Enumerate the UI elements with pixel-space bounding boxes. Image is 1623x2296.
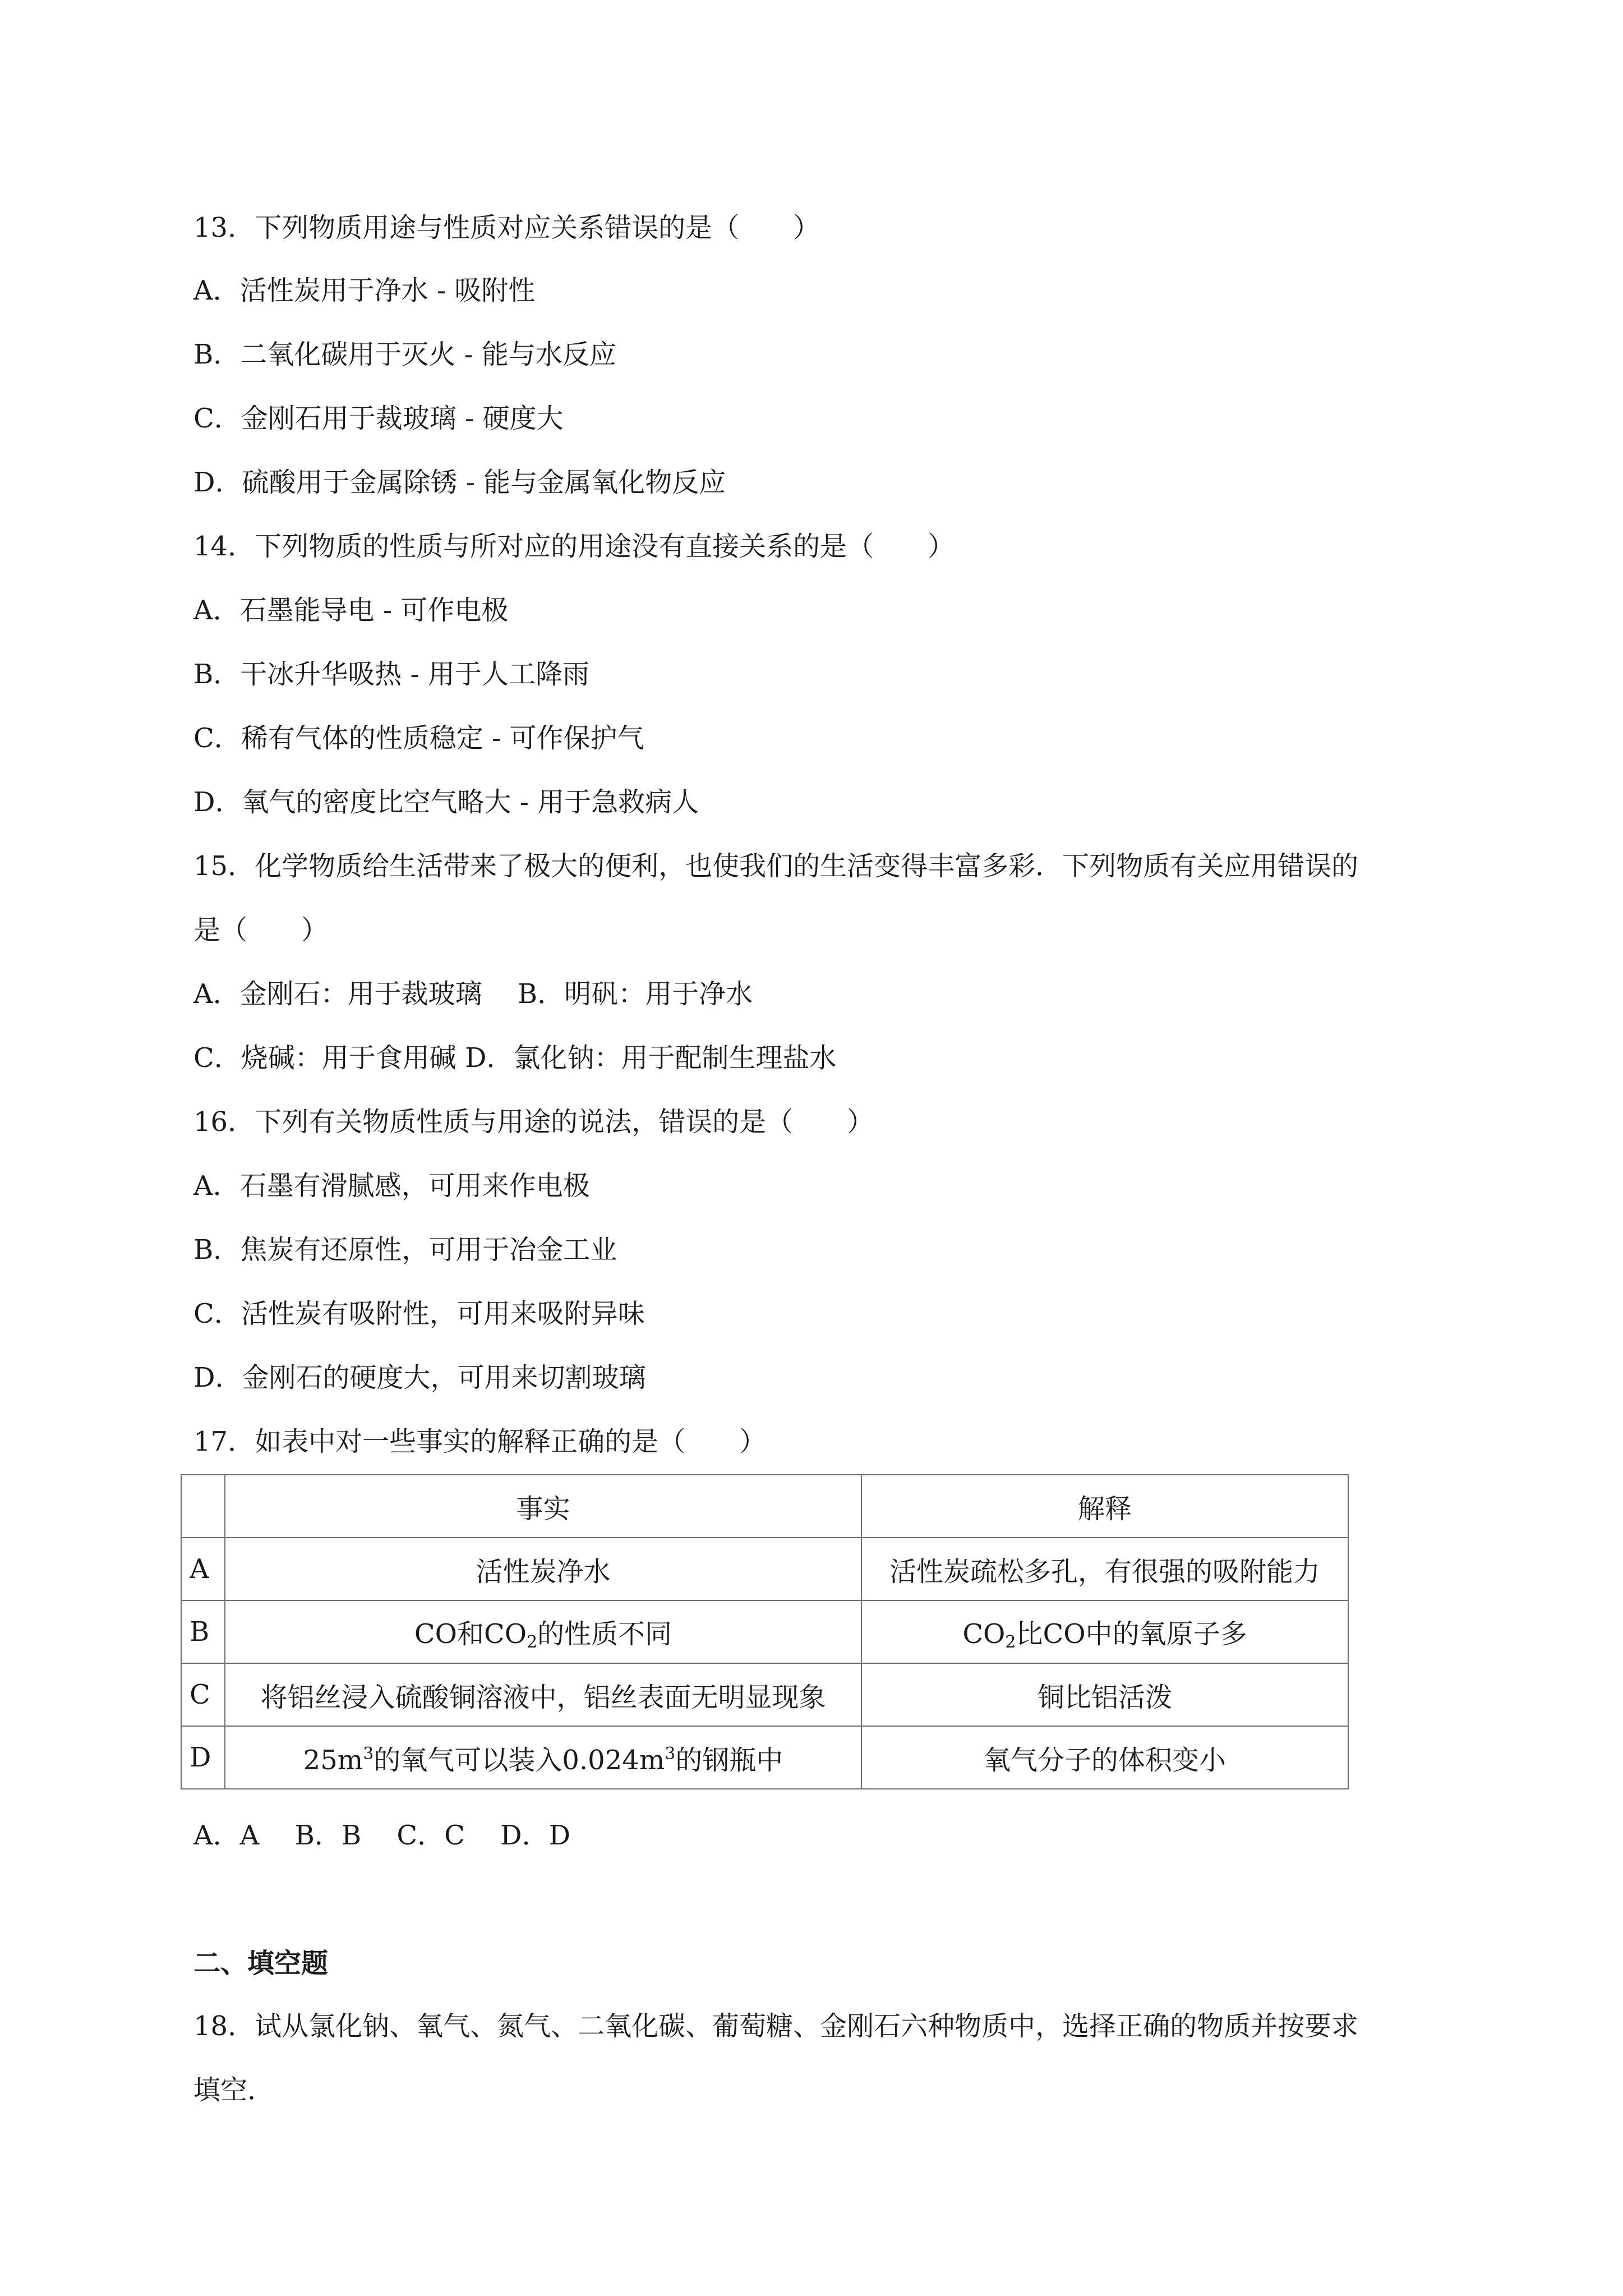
table-header-cell: 事实 bbox=[225, 1475, 861, 1538]
option-b: B．二氧化碳用于灭火 - 能与水反应 bbox=[193, 339, 617, 370]
question-16-stem: 16．下列有关物质性质与用途的说法，错误的是（ ） bbox=[193, 1106, 874, 1138]
fact-cell: 活性炭净水 bbox=[225, 1538, 861, 1600]
question-18-stem-cont: 填空． bbox=[193, 2074, 275, 2106]
table-header-cell: 解释 bbox=[861, 1475, 1348, 1538]
table-row bbox=[181, 1538, 1348, 1600]
question-17-options: A．A B．B C．C D．D bbox=[193, 1820, 571, 1851]
option-c: C．稀有气体的性质稳定 - 可作保护气 bbox=[193, 723, 644, 754]
row-label: C bbox=[181, 1663, 225, 1726]
fact-cell: 将铝丝浸入硫酸铜溶液中，铝丝表面无明显现象 bbox=[225, 1663, 861, 1726]
question-15-stem-cont: 是（ ） bbox=[193, 914, 329, 946]
table-header-row bbox=[181, 1475, 1348, 1538]
fact-cell: CO和$CO_2$的性质不同 bbox=[225, 1600, 861, 1663]
option-b: B．干冰升华吸热 - 用于人工降雨 bbox=[193, 659, 590, 690]
facts-table bbox=[181, 1474, 1349, 1789]
table-row bbox=[181, 1600, 1348, 1663]
option-d: D．硫酸用于金属除锈 - 能与金属氧化物反应 bbox=[193, 467, 726, 498]
options-cd: C．烧碱：用于食用碱 D．氯化钠：用于配制生理盐水 bbox=[193, 1042, 837, 1074]
option-c: C．金刚石用于裁玻璃 - 硬度大 bbox=[193, 403, 564, 434]
explain-cell: $CO_2$比CO中的氧原子多 bbox=[861, 1600, 1348, 1663]
row-label: D bbox=[181, 1726, 225, 1789]
question-18-stem: 18．试从氯化钠、氧气、氮气、二氧化碳、葡萄糖、金刚石六种物质中，选择正确的物质并按要求 bbox=[193, 2010, 1359, 2042]
row-label: A bbox=[181, 1538, 225, 1600]
explain-cell: 氧气分子的体积变小 bbox=[861, 1726, 1348, 1789]
question-15-stem: 15．化学物质给生活带来了极大的便利，也使我们的生活变得丰富多彩．下列物质有关应用错误的 bbox=[193, 850, 1359, 882]
section-title: 二、填空题 bbox=[193, 1948, 329, 1979]
option-a: A．石墨能导电 - 可作电极 bbox=[193, 595, 509, 626]
option-a: A．活性炭用于净水 - 吸附性 bbox=[193, 275, 536, 306]
option-d: D．氧气的密度比空气略大 - 用于急救病人 bbox=[193, 786, 699, 818]
explain-cell: 铜比铝活泼 bbox=[861, 1663, 1348, 1726]
option-c: C．活性炭有吸附性，可用来吸附异味 bbox=[193, 1298, 645, 1329]
question-13-stem: 13．下列物质用途与性质对应关系错误的是（ ） bbox=[193, 212, 820, 243]
options-ab: A．金刚石：用于裁玻璃 B．明矾：用于净水 bbox=[193, 978, 753, 1010]
explain-cell: 活性炭疏松多孔，有很强的吸附能力 bbox=[861, 1538, 1348, 1600]
fact-cell: $25m^3$的氧气可以装入$0.024m^3$的钢瓶中 bbox=[225, 1726, 861, 1789]
question-14-stem: 14．下列物质的性质与所对应的用途没有直接关系的是（ ） bbox=[193, 531, 955, 562]
table-header-cell bbox=[181, 1475, 225, 1538]
option-b: B．焦炭有还原性，可用于冶金工业 bbox=[193, 1234, 617, 1266]
option-a: A．石墨有滑腻感，可用来作电极 bbox=[193, 1170, 590, 1202]
option-d: D．金刚石的硬度大，可用来切割玻璃 bbox=[193, 1362, 646, 1393]
table-row bbox=[181, 1726, 1348, 1789]
question-17-stem: 17．如表中对一些事实的解释正确的是（ ） bbox=[193, 1426, 767, 1457]
row-label: B bbox=[181, 1600, 225, 1663]
table-row bbox=[181, 1663, 1348, 1726]
